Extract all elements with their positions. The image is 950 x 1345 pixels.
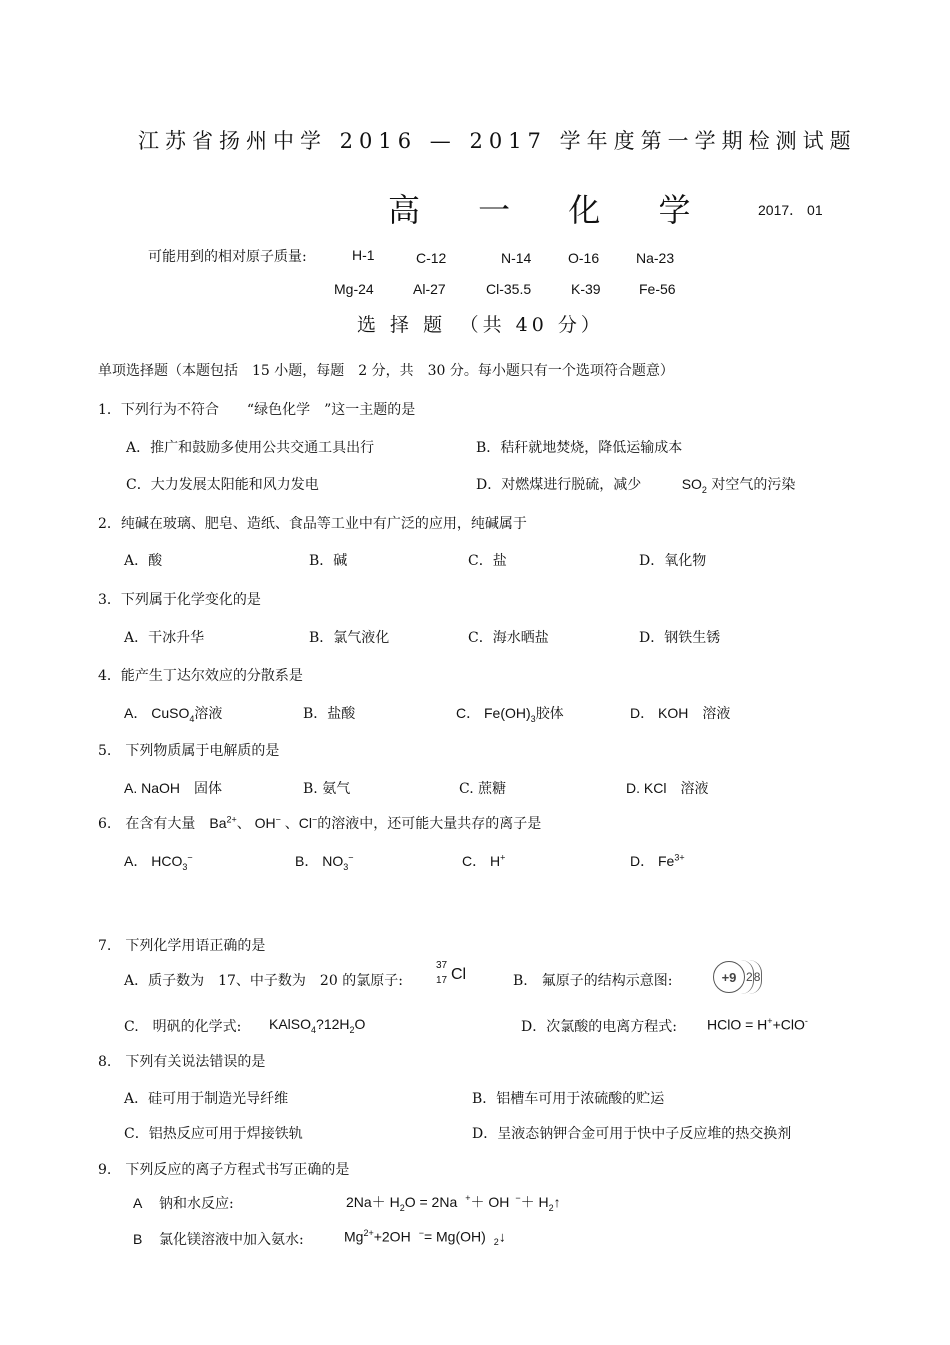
option-a: A．质子数为 17、中子数为 20 的氯原子: <box>124 973 403 989</box>
option-b: B. 氟原子的结构示意图: <box>513 973 673 989</box>
mass-item: Cl-35.5 <box>486 281 532 297</box>
question-stem: 7. 下列化学用语正确的是 <box>98 938 266 954</box>
option-c: C. 明矾的化学式: <box>124 1019 242 1035</box>
option-a: A．硅可用于制造光导纤维 <box>124 1091 289 1107</box>
option-d: D．对燃煤进行脱硫，减少 $SO_2$ 对空气的污染 <box>476 476 796 495</box>
option-d: D． $Fe^{3+}$ <box>630 852 685 869</box>
mass-item: Al-27 <box>413 281 446 297</box>
exam-title: 江苏省扬州中学 2016 — 2017 学年度第一学期检测试题 <box>138 129 857 153</box>
mass-item: N-14 <box>501 250 532 266</box>
option-c: C． $Fe(OH)_3$胶体 <box>456 705 564 724</box>
option-d: D． KOH 溶液 <box>630 705 731 721</box>
isotope-notation: 37 17 <box>436 960 448 986</box>
exam-date: 2017． 01 <box>758 202 823 218</box>
option-b-label: B <box>133 1231 143 1247</box>
question-stem: 4．能产生丁达尔效应的分散系是 <box>98 668 303 684</box>
option-d: D. KCl 溶液 <box>626 780 709 796</box>
option-b: B．秸秆就地焚烧，降低运输成本 <box>476 440 683 456</box>
option-a: A． $HCO_3^-$ <box>124 852 193 872</box>
option-a: A. NaOH 固体 <box>124 780 223 796</box>
mass-item: Mg-24 <box>334 281 374 297</box>
option-d: D．次氯酸的电离方程式: <box>521 1019 677 1035</box>
mass-item: Na-23 <box>636 250 675 266</box>
question-stem: 3．下列属于化学变化的是 <box>98 592 261 608</box>
option-a: A．推广和鼓励多使用公共交通工具出行 <box>126 440 375 456</box>
option-b: B. 氨气 <box>303 781 351 797</box>
option-a-equation: $2Na+ H_2O = 2Na$ +＋ OH $^-+ H_2↑$ <box>346 1193 561 1213</box>
instructions: 单项选择题（本题包括 15 小题，每题 2 分，共 30 分。每小题只有一个选项符合题意） <box>98 363 674 379</box>
question-stem: 1．下列行为不符合 “绿色化学 ”这一主题的是 <box>98 402 416 418</box>
option-a-text: 钠和水反应: <box>159 1196 234 1212</box>
option-a-label: A <box>133 1195 143 1211</box>
mass-item: H-1 <box>352 247 375 263</box>
option-c: C． H+ <box>462 852 506 869</box>
nucleus: +9 <box>713 961 745 993</box>
chlorine-symbol: Cl <box>451 966 467 983</box>
option-b-equation: $Mg^{2+}+2OH$ −= Mg(OH) $_2$↓ <box>344 1228 506 1248</box>
option-b: B． $NO_3^-$ <box>295 852 354 872</box>
question-stem: 2．纯碱在玻璃、肥皂、造纸、食品等工业中有广泛的应用，纯碱属于 <box>98 516 527 532</box>
option-c: C．海水晒盐 <box>468 630 549 646</box>
option-a: A． CuSO$_4$溶液 <box>124 705 223 724</box>
option-c: C. 蔗糖 <box>459 781 507 797</box>
option-d: D．呈液态钠钾合金可用于快中子反应堆的热交换剂 <box>472 1126 792 1142</box>
subject-title: 高 一 化 学 <box>388 191 715 229</box>
mass-item: C-12 <box>416 250 447 266</box>
option-d: D．氧化物 <box>639 553 707 569</box>
question-stem: 8. 下列有关说法错误的是 <box>98 1054 266 1070</box>
mass-label: 可能用到的相对原子质量: <box>148 249 307 265</box>
fluorine-structure-diagram: +9 2 8 <box>713 960 760 994</box>
option-c: C．铝热反应可用于焊接铁轨 <box>124 1126 303 1142</box>
section-heading: 选 择 题 （共 40 分） <box>357 314 604 336</box>
option-d: D．钢铁生锈 <box>639 630 721 646</box>
mass-item: O-16 <box>568 250 600 266</box>
option-a: A．干冰升华 <box>124 630 205 646</box>
option-b: B．氯气液化 <box>309 630 390 646</box>
option-a: A．酸 <box>124 553 163 569</box>
option-c: C．大力发展太阳能和风力发电 <box>126 477 319 493</box>
question-stem: 6. 在含有大量 $Ba^{2+}$、 OH− 、Cl−的溶液中，还可能大量共存的离子是 <box>98 814 542 832</box>
option-b: B．铝槽车可用于浓硫酸的贮运 <box>472 1091 665 1107</box>
option-b-text: 氯化镁溶液中加入氨水: <box>159 1232 304 1248</box>
option-b: B．碱 <box>309 553 348 569</box>
mass-item: K-39 <box>571 281 601 297</box>
mass-item: Fe-56 <box>639 281 676 297</box>
option-b: B．盐酸 <box>303 706 356 722</box>
ionization-equation: HClO = H++ClO- <box>707 1016 808 1033</box>
option-c: C．盐 <box>468 553 507 569</box>
question-stem: 9. 下列反应的离子方程式书写正确的是 <box>98 1162 350 1178</box>
question-stem: 5. 下列物质属于电解质的是 <box>98 743 280 759</box>
alum-formula: $KAlSO_4?12H_2O$ <box>269 1016 366 1035</box>
